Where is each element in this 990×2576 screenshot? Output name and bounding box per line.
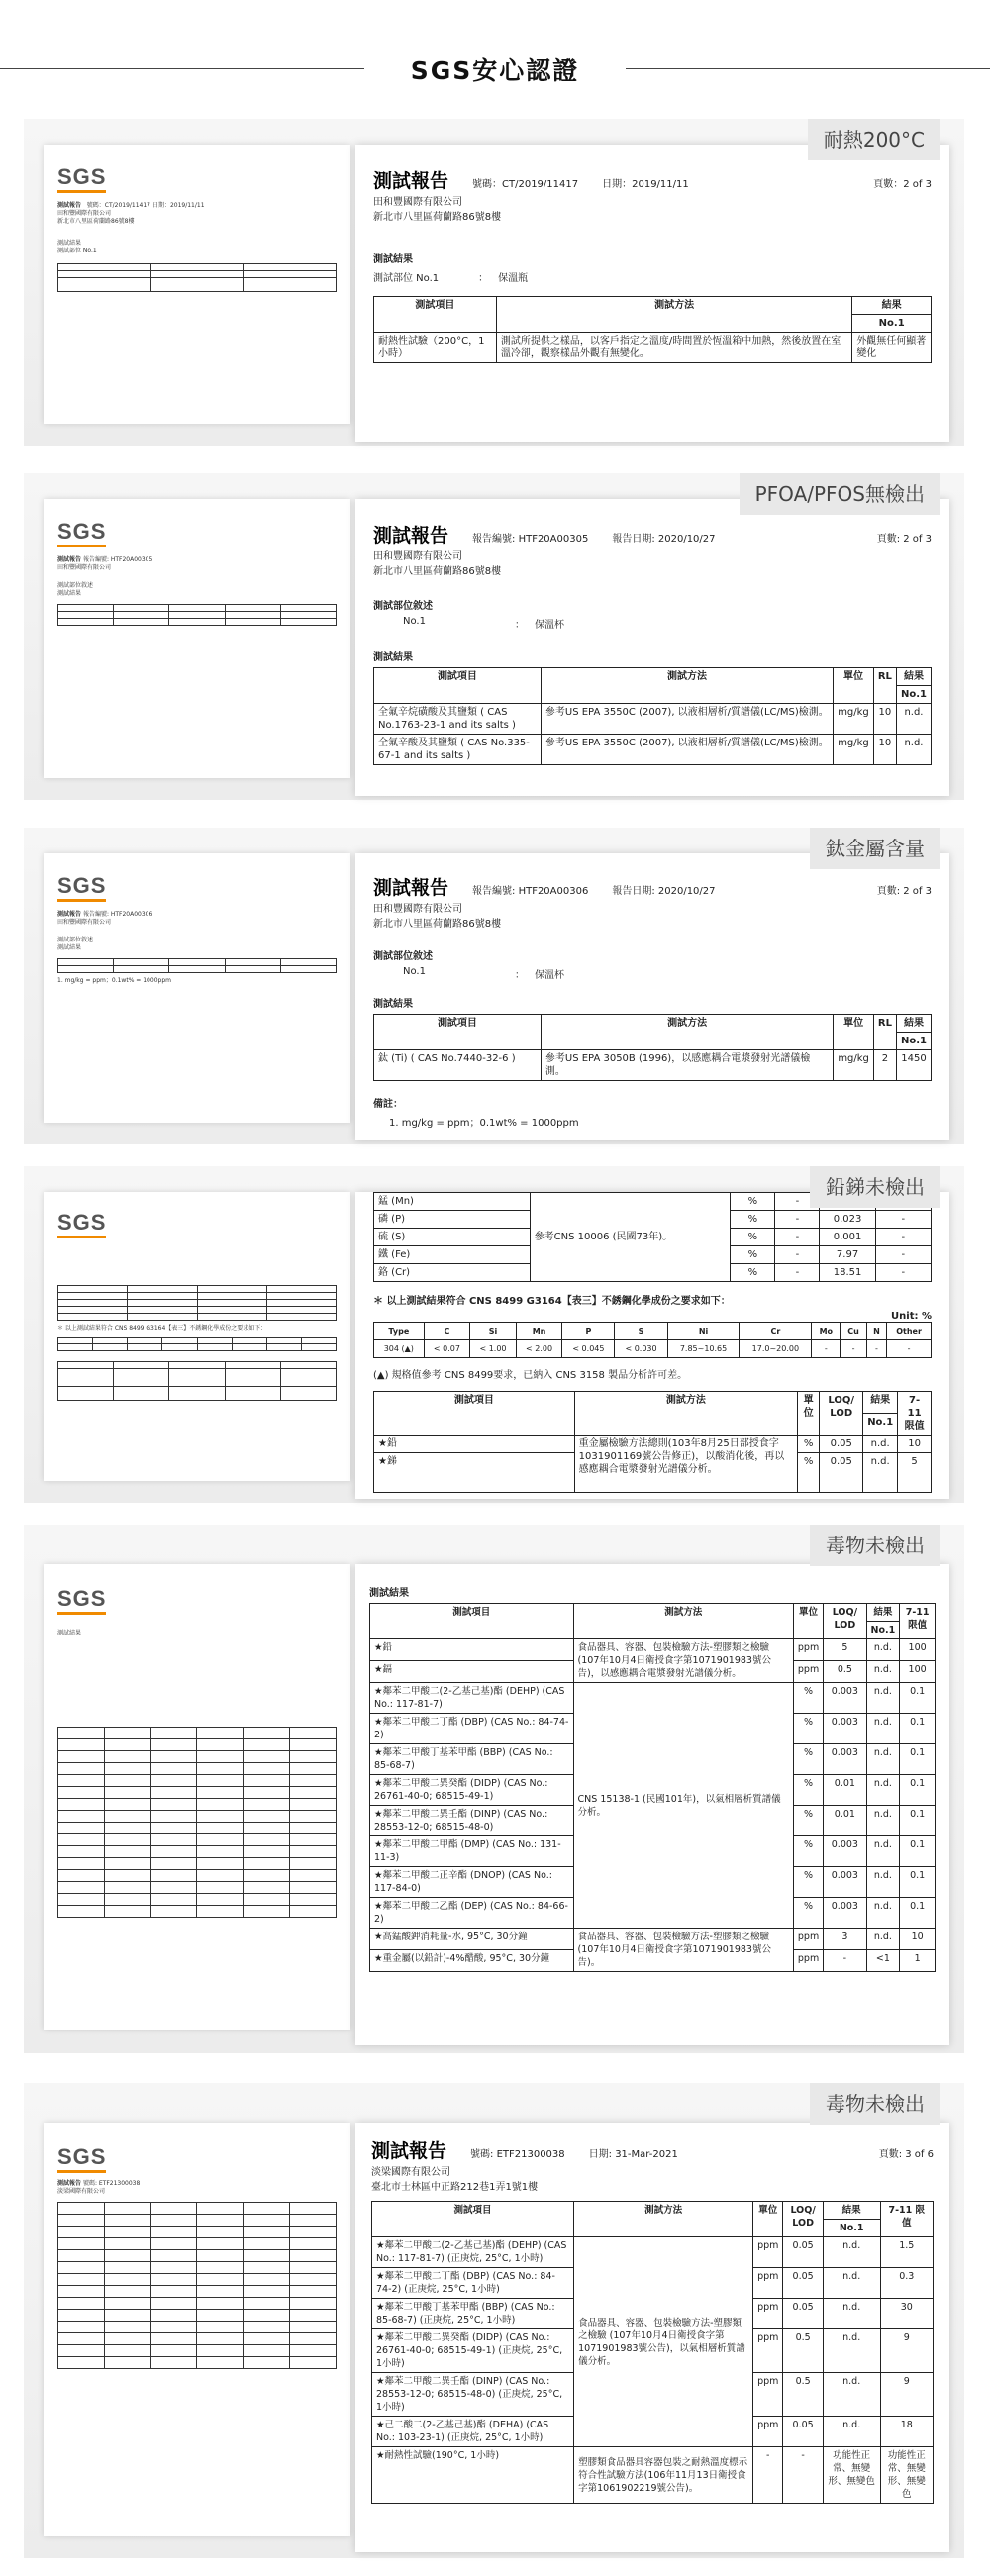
table-row: ★鄰苯二甲酸二丁酯 (DBP) (CAS No.: 84-74-2) % 0.003 n.d. 0.1 [370, 1714, 936, 1744]
company-name: 田和豐國際有限公司 [373, 551, 462, 562]
table-row: 磷 (P) % - 0.023 - [374, 1211, 932, 1229]
sgs-logo: SGS [57, 1586, 107, 1611]
header-divider-left [0, 68, 364, 69]
table-row: ★鉛 重金屬檢驗方法總則(103年8月25日部授食字1031901169號公告修正)，以酸消化後，再以感應耦合電漿發射光譜儀分析。 % 0.05 n.d. 10 [374, 1436, 932, 1453]
std-col-header: Mo [812, 1323, 841, 1340]
std-col-header: Si [470, 1323, 517, 1340]
std-col-header: S [615, 1323, 667, 1340]
table-row: ★己二酸二(2-乙基己基)酯 (DEHA) (CAS No.: 103-23-1) (正庚烷, 25°C, 1小時) ppm 0.05 n.d. 18 [372, 2417, 934, 2447]
sgs-logo: SGS [57, 519, 107, 544]
std-value: 17.0~20.00 [740, 1340, 812, 1358]
std-col-header: N [866, 1323, 886, 1340]
std-col-header: Cu [841, 1323, 867, 1340]
result-title: 測試結果 [373, 254, 413, 265]
certificate-toxins-1 [24, 1525, 964, 2053]
report-thumbnail[interactable]: SGS 測試結果 [44, 1564, 350, 2030]
std-value: 304 (▲) [374, 1340, 425, 1358]
page-count: 頁數：2 of 3 [873, 179, 932, 190]
certificate-pfoa-pfos [24, 473, 964, 800]
table-row: 全氟辛烷磺酸及其鹽類 ( CAS No.1763-23-1 and its salts ) 參考US EPA 3550C (2007), 以液相層析/質譜儀(LC/MS)檢測。 mg/kg 10 n.d. [374, 704, 932, 735]
certificate-heat-resistance [24, 119, 964, 446]
table-row: 耐熱性試驗（200°C，1 小時） 測試所提供之樣品，以客戶指定之溫度/時間置於恆溫箱中加熱，然後放置在室溫冷卻，觀察樣品外觀有無變化。 外觀無任何顯著變化 [374, 333, 932, 363]
section-title: SGS安心認證 [410, 56, 580, 85]
std-value: - [887, 1340, 932, 1358]
std-value: - [841, 1340, 867, 1358]
report-date: 報告日期: 2020/10/27 [612, 534, 716, 545]
note-text: 1. mg/kg = ppm；0.1wt% = 1000ppm [389, 1118, 579, 1129]
table-row: ★鉛 食品器具、容器、包裝檢驗方法-塑膠類之檢驗 (107年10月4日衛授食字第1071901983號公告)，以感應耦合電漿發射光譜儀分析。 ppm 5 n.d. 100 [370, 1639, 936, 1661]
table-row: 錳 (Mn) 參考CNS 10006 (民國73年)。 % - [374, 1193, 932, 1211]
std-value: < 2.00 [516, 1340, 562, 1358]
page-count: 頁數: 3 of 6 [878, 2149, 934, 2160]
report-title: 測試報告 [373, 877, 449, 899]
standard-table [373, 1322, 932, 1358]
report-page: 測試報告 號碼：CT/2019/11417 日期：2019/11/11 頁數：2 of 3 田和豐國際有限公司 新北市八里區荷蘭路86號8樓 測試結果 測試部位 No.1 ： 保溫瓶 測試項目 測試方法 結果 No.1 耐熱性試驗（200°C，1 小時） 測試所提供之樣品，以客戶指定之溫度/時間置於恆溫箱中加熱，然後放置在室溫冷卻，觀察樣品外觀有無變化。 外觀無任何顯著變化 [355, 145, 949, 442]
report-number: 報告編號: HTF20A00306 [472, 886, 589, 897]
report-date: 日期：2019/11/11 [602, 179, 689, 190]
std-value: < 0.07 [424, 1340, 470, 1358]
unit-label: Unit: % [891, 1311, 932, 1322]
std-col-header: P [562, 1323, 615, 1340]
table-row: ★高錳酸鉀消耗量-水, 95°C, 30分鐘 食品器具、容器、包裝檢驗方法-塑膠類之檢驗 (107年10月4日衛授食字第1071901983號公告)。 ppm 3 n.d. 10 [370, 1929, 936, 1950]
std-col-header: C [424, 1323, 470, 1340]
std-value: < 1.00 [470, 1340, 517, 1358]
section-header [0, 48, 990, 87]
table-row: ★鄰苯二甲酸二異癸酯 (DIDP) (CAS No.: 26761-40-0; 68515-49-1) % 0.01 n.d. 0.1 [370, 1775, 936, 1806]
result-table: 測試項目 測試方法 單位 LOQ/ LOD 結果 7-11 限值 No.1 ★鉛 食品器具、容器、包裝檢驗方法-塑膠類之檢驗 (107年10月4日衛授食字第1071901983號公告)，以感應耦合電漿發射光譜儀分析。 ppm 5 n.d. 100 ★鎘 ppm 0.5 n.d. 100 ★鄰苯二甲酸二(2-乙基己基)酯 (DEHP) (CAS No.: 117-81-7) CNS 15138-1 (民國101年)，以氣相層析質譜儀分析。 % 0.003 n.d. 0.1 ★鄰苯二甲酸二丁酯 (DBP) (CAS No.: 84-74-2) % 0.003 n.d. 0.1 ★鄰苯二甲酸丁基苯甲酯 (BBP) (CAS No.: 85-68-7) % 0.003 n.d. 0.1 ★鄰苯二甲酸二異癸酯 (DIDP) (CAS No.: 26761-40-0; 68515-49-1) % 0.01 n.d. 0.1 ★鄰苯二甲酸二異壬酯 (DINP) (CAS No.: 28553-12-0; 68515-48-0) % 0.01 n.d. 0.1 ★鄰苯二甲酸二甲酯 (DMP) (CAS No.: 131-11-3) % 0.003 n.d. 0.1 ★鄰苯二甲酸二正辛酯 (DNOP) (CAS No.: 117-84-0) % 0.003 n.d. 0.1 ★鄰苯二甲酸二乙酯 (DEP) (CAS No.: 84-66-2) % 0.003 n.d. 0.1 ★高錳酸鉀消耗量-水, 95°C, 30分鐘 食品器具、容器、包裝檢驗方法-塑膠類之檢驗 (107年10月4日衛授食字第1071901983號公告)。 ppm 3 n.d. 10 ★重金屬(以鉛計)-4%醋酸, 95°C, 30分鐘 ppm - <1 1 [369, 1603, 936, 1972]
badge-titanium: 鈦金屬含量 [810, 828, 940, 869]
report-title: 測試報告 [373, 525, 449, 546]
result-title: 測試結果 [369, 1588, 409, 1599]
table-row: 全氟辛酸及其鹽類 ( CAS No.335-67-1 and its salts ) 參考US EPA 3550C (2007), 以液相層析/質譜儀(LC/MS)檢測。 mg/kg 10 n.d. [374, 735, 932, 765]
std-value: - [866, 1340, 886, 1358]
table-row: ★鄰苯二甲酸丁基苯甲酯 (BBP) (CAS No.: 85-68-7) % 0.003 n.d. 0.1 [370, 1744, 936, 1775]
sgs-logo: SGS [57, 873, 107, 898]
result-table: 測試項目 測試方法 單位 RL 結果 No.1 全氟辛烷磺酸及其鹽類 ( CAS No.1763-23-1 and its salts ) 參考US EPA 3550C (2007), 以液相層析/質譜儀(LC/MS)檢測。 mg/kg 10 n.d. 全氟辛酸及其鹽類 ( CAS No.335-67-1 and its salts ) 參考US EPA 3550C (2007), 以液相層析/質譜儀(LC/MS)檢測。 mg/kg 10 n.d. [373, 667, 932, 765]
report-date: 報告日期: 2020/10/27 [612, 886, 716, 897]
table-row: ★鄰苯二甲酸丁基苯甲酯 (BBP) (CAS No.: 85-68-7) (正庚烷, 25°C, 1小時) ppm 0.05 n.d. 30 [372, 2299, 934, 2329]
std-col-header: Mn [516, 1323, 562, 1340]
report-page [355, 1564, 949, 2045]
certificate-toxins-2 [24, 2083, 964, 2558]
result-table: 測試項目 測試方法 結果 No.1 耐熱性試驗（200°C，1 小時） 測試所提供之樣品，以客戶指定之溫度/時間置於恆溫箱中加熱，然後放置在室溫冷卻，觀察樣品外觀有無變化。 外觀無任何顯著變化 [373, 296, 932, 363]
report-page [355, 2123, 949, 2552]
report-title: 測試報告 [371, 2140, 447, 2162]
company-address: 臺北市士林區中正路212巷1弄1號1樓 [371, 2182, 539, 2193]
result-table: 測試項目 測試方法 單位 RL 結果 No.1 鈦 (Ti) ( CAS No.7440-32-6 ) 參考US EPA 3050B (1996)，以感應耦合電漿發射光譜儀檢測。 mg/kg 2 1450 [373, 1014, 932, 1081]
table-row: ★鄰苯二甲酸二甲酯 (DMP) (CAS No.: 131-11-3) % 0.003 n.d. 0.1 [370, 1836, 936, 1867]
report-thumbnail[interactable]: SGS 測試報告 報告編號: HTF20A00306 田和豐國際有限公司 測試部位敘述 測試結果 1. mg/kg = ppm；0.1wt% = 1000ppm [44, 853, 350, 1123]
report-thumbnail[interactable]: SGS 測試報告 號碼: ETF21300038 淡梁國際有限公司 [44, 2123, 350, 2536]
standard-footnote: (▲) 規格值參考 CNS 8499要求，已納入 CNS 3158 製品分析許可差。 [373, 1370, 688, 1381]
header-divider-right [626, 68, 990, 69]
std-value: 7.85~10.65 [667, 1340, 740, 1358]
badge-heat-resistance: 耐熱200°C [808, 119, 940, 160]
badge-toxins-2: 毒物未檢出 [810, 2083, 940, 2125]
report-date: 日期: 31-Mar-2021 [588, 2149, 678, 2160]
table-row: 鉻 (Cr) % - 18.51 - [374, 1264, 932, 1282]
table-row: ★鄰苯二甲酸二(2-乙基己基)酯 (DEHP) (CAS No.: 117-81-7) CNS 15138-1 (民國101年)，以氣相層析質譜儀分析。 % 0.003 n.d. 0.1 [370, 1683, 936, 1714]
standard-note: ＊ 以上測試結果符合 CNS 8499 G3164【表三】不銹鋼化學成份之要求如下： [373, 1296, 731, 1307]
result-title: 測試結果 [373, 652, 413, 663]
table-row: 鈦 (Ti) ( CAS No.7440-32-6 ) 參考US EPA 3050B (1996)，以感應耦合電漿發射光譜儀檢測。 mg/kg 2 1450 [374, 1050, 932, 1081]
company-name: 淡梁國際有限公司 [371, 2167, 450, 2178]
company-address: 新北市八里區荷蘭路86號8樓 [373, 566, 502, 577]
sgs-logo: SGS [57, 164, 107, 189]
report-title: 測試報告 [373, 170, 449, 192]
report-number: 報告編號: HTF20A00305 [472, 534, 589, 545]
report-thumbnail[interactable]: SGS ＊ 以上測試結果符合 CNS 8499 G3164【表三】不銹鋼化學成份之要求如下： [44, 1192, 350, 1481]
table-row: ★鄰苯二甲酸二正辛酯 (DNOP) (CAS No.: 117-84-0) % 0.003 n.d. 0.1 [370, 1867, 936, 1898]
std-col-header: Cr [740, 1323, 812, 1340]
std-col-header: Ni [667, 1323, 740, 1340]
note-title: 備註： [373, 1099, 403, 1110]
report-thumbnail[interactable]: SGS 測試報告 報告編號: HTF20A00305 田和豐國際有限公司 測試部位敘述 測試結果 [44, 499, 350, 778]
result-table: 測試項目 測試方法 單位 LOQ/ LOD 結果 7-11 限值 No.1 ★鄰苯二甲酸二(2-乙基己基)酯 (DEHP) (CAS No.: 117-81-7) (正庚烷, 25°C, 1小時) 食品器具、容器、包裝檢驗方法-塑膠類之檢驗 (107年10月4日衛授食字第1071901983號公告)，以氣相層析質譜儀分析。 ppm 0.05 n.d. 1.5 ★鄰苯二甲酸二丁酯 (DBP) (CAS No.: 84-74-2) (正庚烷, 25°C, 1小時) ppm 0.05 n.d. 0.3 ★鄰苯二甲酸丁基苯甲酯 (BBP) (CAS No.: 85-68-7) (正庚烷, 25°C, 1小時) ppm 0.05 n.d. 30 ★鄰苯二甲酸二異癸酯 (DIDP) (CAS No.: 26761-40-0; 68515-49-1) (正庚烷, 25°C, 1小時) ppm 0.5 n.d. 9 ★鄰苯二甲酸二異壬酯 (DINP) (CAS No.: 28553-12-0; 68515-48-0) (正庚烷, 25°C, 1小時) ppm 0.5 n.d. 9 ★己二酸二(2-乙基己基)酯 (DEHA) (CAS No.: 103-23-1) (正庚烷, 25°C, 1小時) ppm 0.05 n.d. 18 ★耐熱性試驗(190°C, 1小時) 塑膠類食品器具容器包裝之耐熱溫度標示符合性試驗方法(106年11月13日衛授食字第1061902219號公告)。 - - 功能性正常、無變形、無變色 功能性正常、無變形、無變色 [371, 2201, 934, 2504]
std-col-header: Type [374, 1323, 425, 1340]
report-page: 測試報告 報告編號: HTF20A00306 報告日期: 2020/10/27 頁數: 2 of 3 田和豐國際有限公司 新北市八里區荷蘭路86號8樓 測試部位敘述 No.1 ： 保溫杯 測試結果 測試項目 測試方法 單位 RL 結果 No.1 鈦 (Ti) ( CAS No.7440-32-6 ) 參考US EPA 3050B (1996)，以感應耦合電漿發射光譜儀檢測。 mg/kg 2 1450 備註： 1. mg/kg = ppm；0.1wt% = 1000ppm [355, 853, 949, 1140]
table-row: ★重金屬(以鉛計)-4%醋酸, 95°C, 30分鐘 ppm - <1 1 [370, 1950, 936, 1972]
report-thumbnail[interactable]: SGS 測試報告 號碼：CT/2019/11417 日期：2019/11/11 田和豐國際有限公司 新北市八里區荷蘭路86號8樓 測試結果 測試部位 No.1 [44, 145, 350, 424]
table-row: ★鄰苯二甲酸二丁酯 (DBP) (CAS No.: 84-74-2) (正庚烷, 25°C, 1小時) ppm 0.05 n.d. 0.3 [372, 2268, 934, 2299]
table-row: ★鄰苯二甲酸二異癸酯 (DIDP) (CAS No.: 26761-40-0; 68515-49-1) (正庚烷, 25°C, 1小時) ppm 0.5 n.d. 9 [372, 2329, 934, 2373]
result-table: 測試項目 測試方法 單位 LOQ/ LOD 結果 7-11 限值 No.1 ★鉛 重金屬檢驗方法總則(103年8月25日部授食字1031901169號公告修正)，以酸消化後，再以感應耦合電漿發射光譜儀分析。 % 0.05 n.d. 10 ★銻 % 0.05 n.d. 5 [373, 1391, 932, 1493]
std-value: < 0.030 [615, 1340, 667, 1358]
company-address: 新北市八里區荷蘭路86號8樓 [373, 212, 502, 223]
part-title: 測試部位敘述 [373, 951, 433, 962]
company-address: 新北市八里區荷蘭路86號8樓 [373, 919, 502, 930]
table-row: ★鄰苯二甲酸二異壬酯 (DINP) (CAS No.: 28553-12-0; 68515-48-0) (正庚烷, 25°C, 1小時) ppm 0.5 n.d. 9 [372, 2373, 934, 2417]
std-value: < 0.045 [562, 1340, 615, 1358]
page-count: 頁數: 2 of 3 [876, 886, 932, 897]
page-count: 頁數: 2 of 3 [876, 534, 932, 545]
sgs-logo: SGS [57, 2144, 107, 2169]
table-row: ★鄰苯二甲酸二異壬酯 (DINP) (CAS No.: 28553-12-0; 68515-48-0) % 0.01 n.d. 0.1 [370, 1806, 936, 1836]
report-number: 號碼：CT/2019/11417 [472, 179, 579, 190]
table-row: ★銻 % 0.05 n.d. 5 [374, 1453, 932, 1493]
table-row: ★鄰苯二甲酸二乙酯 (DEP) (CAS No.: 84-66-2) % 0.003 n.d. 0.1 [370, 1898, 936, 1929]
report-page: 測試報告 報告編號: HTF20A00305 報告日期: 2020/10/27 頁數: 2 of 3 田和豐國際有限公司 新北市八里區荷蘭路86號8樓 測試部位敘述 No.1 ： 保溫杯 測試結果 測試項目 測試方法 單位 RL 結果 No.1 全氟辛烷磺酸及其鹽類 ( CAS No.1763-23-1 and its salts ) 參考US EPA 3550C (2007), 以液相層析/質譜儀(LC/MS)檢測。 mg/kg 10 n.d. 全氟辛酸及其鹽類 ( CAS No.335-67-1 and its salts ) 參考US EPA 3550C (2007), 以液相層析/質譜儀(LC/MS)檢測。 mg/kg 10 n.d. [355, 499, 949, 796]
table-row: ★鄰苯二甲酸二(2-乙基己基)酯 (DEHP) (CAS No.: 117-81-7) (正庚烷, 25°C, 1小時) 食品器具、容器、包裝檢驗方法-塑膠類之檢驗 (107年10月4日衛授食字第1071901983號公告)，以氣相層析質譜儀分析。 ppm 0.05 n.d. 1.5 [372, 2237, 934, 2268]
table-row: ★鎘 ppm 0.5 n.d. 100 [370, 1661, 936, 1683]
report-number: 號碼: ETF21300038 [470, 2149, 565, 2160]
result-title: 測試結果 [373, 999, 413, 1010]
table-row: 硫 (S) % - 0.001 - [374, 1229, 932, 1246]
table-row: 鐵 (Fe) % - 7.97 - [374, 1246, 932, 1264]
badge-pfoa-pfos: PFOA/PFOS無檢出 [740, 473, 940, 515]
part-title: 測試部位敘述 [373, 601, 433, 612]
std-value: - [812, 1340, 841, 1358]
badge-toxins-1: 毒物未檢出 [810, 1525, 940, 1566]
certificate-titanium [24, 828, 964, 1144]
sgs-logo: SGS [57, 1210, 107, 1235]
company-name: 田和豐國際有限公司 [373, 904, 462, 915]
std-col-header: Other [887, 1323, 932, 1340]
table-row: ★耐熱性試驗(190°C, 1小時) 塑膠類食品器具容器包裝之耐熱溫度標示符合性試驗方法(106年11月13日衛授食字第1061902219號公告)。 - - 功能性正常、無變形、無變色 功能性正常、無變形、無變色 [372, 2447, 934, 2504]
company-name: 田和豐國際有限公司 [373, 197, 462, 208]
certificate-lead-antimony [24, 1166, 964, 1503]
report-page [355, 1192, 949, 1499]
badge-lead-antimony: 鉛銻未檢出 [810, 1166, 940, 1208]
